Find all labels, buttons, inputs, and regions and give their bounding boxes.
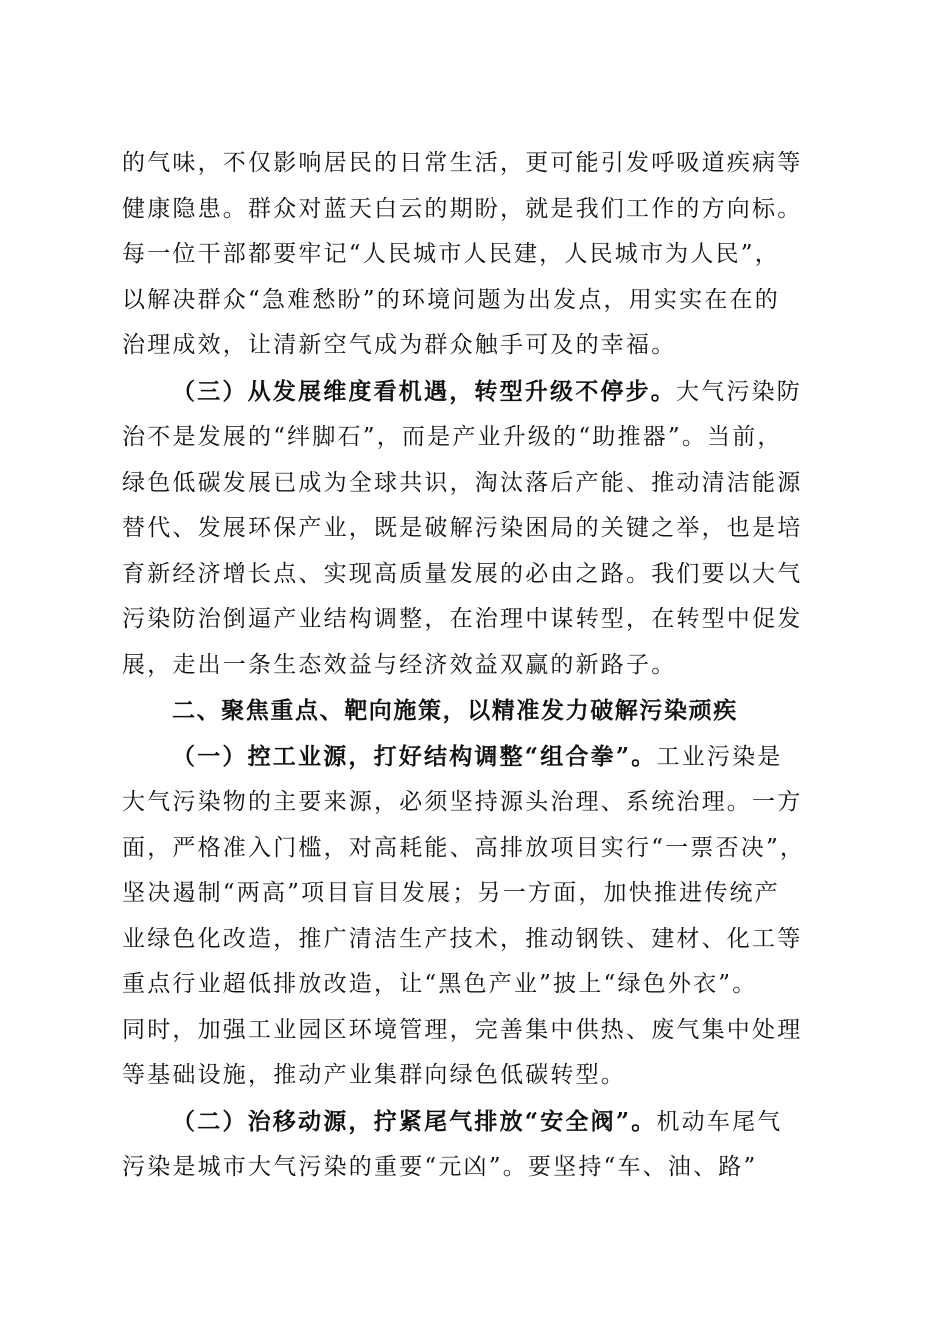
text-line: 以解决群众“急难愁盼”的环境问题为出发点，用实实在在的 [122, 286, 780, 313]
text-line: 业绿色化改造，推广清洁生产技术，推动钢铁、建材、化工等 [122, 925, 803, 952]
text-line: 面，严格准入门槛，对高耗能、高排放项目实行“一票否决”， [122, 834, 806, 861]
text-line: 育新经济增长点、实现高质量发展的必由之路。我们要以大气 [122, 560, 803, 587]
paragraph-item-3 [122, 369, 828, 689]
text-line-first [122, 1099, 828, 1146]
section-heading: 二、聚焦重点、靶向施策，以精准发力破解污染顽疾 [172, 697, 738, 724]
paragraph-item-2 [122, 1099, 828, 1191]
text-line: 每一位干部都要牢记“人民城市人民建，人民城市为人民”， [122, 241, 780, 267]
item-lead-sentence: （三）从发展维度看机遇，转型升级不停步。 [172, 377, 676, 405]
document-body [122, 141, 828, 1191]
text-line: 污染防治倒逼产业结构调整，在治理中谋转型，在转型中促发 [122, 606, 803, 632]
text-line-first [122, 734, 828, 781]
item-first-rest: 大气污染防 [676, 378, 802, 405]
item-lead-sentence: （二）治移动源，拧紧尾气排放“安全阀”。 [172, 1107, 657, 1135]
text-line: 治理成效，让清新空气成为群众触手可及的幸福。 [122, 332, 677, 358]
text-line: 等基础设施，推动产业集群向绿色低碳转型。 [122, 1062, 626, 1088]
text-line: 替代、发展环保产业，既是破解污染困局的关键之举，也是培 [122, 515, 803, 541]
paragraph-item-1 [122, 734, 828, 1099]
item-first-rest: 工业污染是 [656, 743, 783, 770]
text-line-first [122, 369, 828, 416]
text-line: 坚决遏制“两高”项目盲目发展；另一方面，加快推进传统产 [122, 880, 780, 906]
text-line: 治不是发展的“绊脚石”，而是产业升级的“助推器”。当前， [122, 424, 783, 450]
item-lead-sentence: （一）控工业源，打好结构调整“组合拳”。 [172, 742, 657, 770]
text-line: 重点行业超低排放改造，让“黑色产业”披上“绿色外衣”。 [122, 971, 758, 997]
text-line: 大气污染物的主要来源，必须坚持源头治理、系统治理。一方 [122, 789, 803, 815]
text-line: 的气味，不仅影响居民的日常生活，更可能引发呼吸道疾病等 [122, 150, 803, 176]
text-line: 污染是城市大气污染的重要“元凶”。要坚持“车、油、路” [122, 1154, 758, 1180]
text-line: 同时，加强工业园区环境管理，完善集中供热、废气集中处理 [122, 1016, 803, 1043]
paragraph-continuation [122, 141, 828, 369]
text-line: 健康隐患。群众对蓝天白云的期盼，就是我们工作的方向标。 [122, 195, 803, 222]
item-first-rest: 机动车尾气 [656, 1108, 783, 1135]
text-line: 绿色低碳发展已成为全球共识，淘汰落后产能、推动清洁能源 [122, 469, 803, 496]
text-line: 展，走出一条生态效益与经济效益双赢的新路子。 [122, 651, 677, 678]
